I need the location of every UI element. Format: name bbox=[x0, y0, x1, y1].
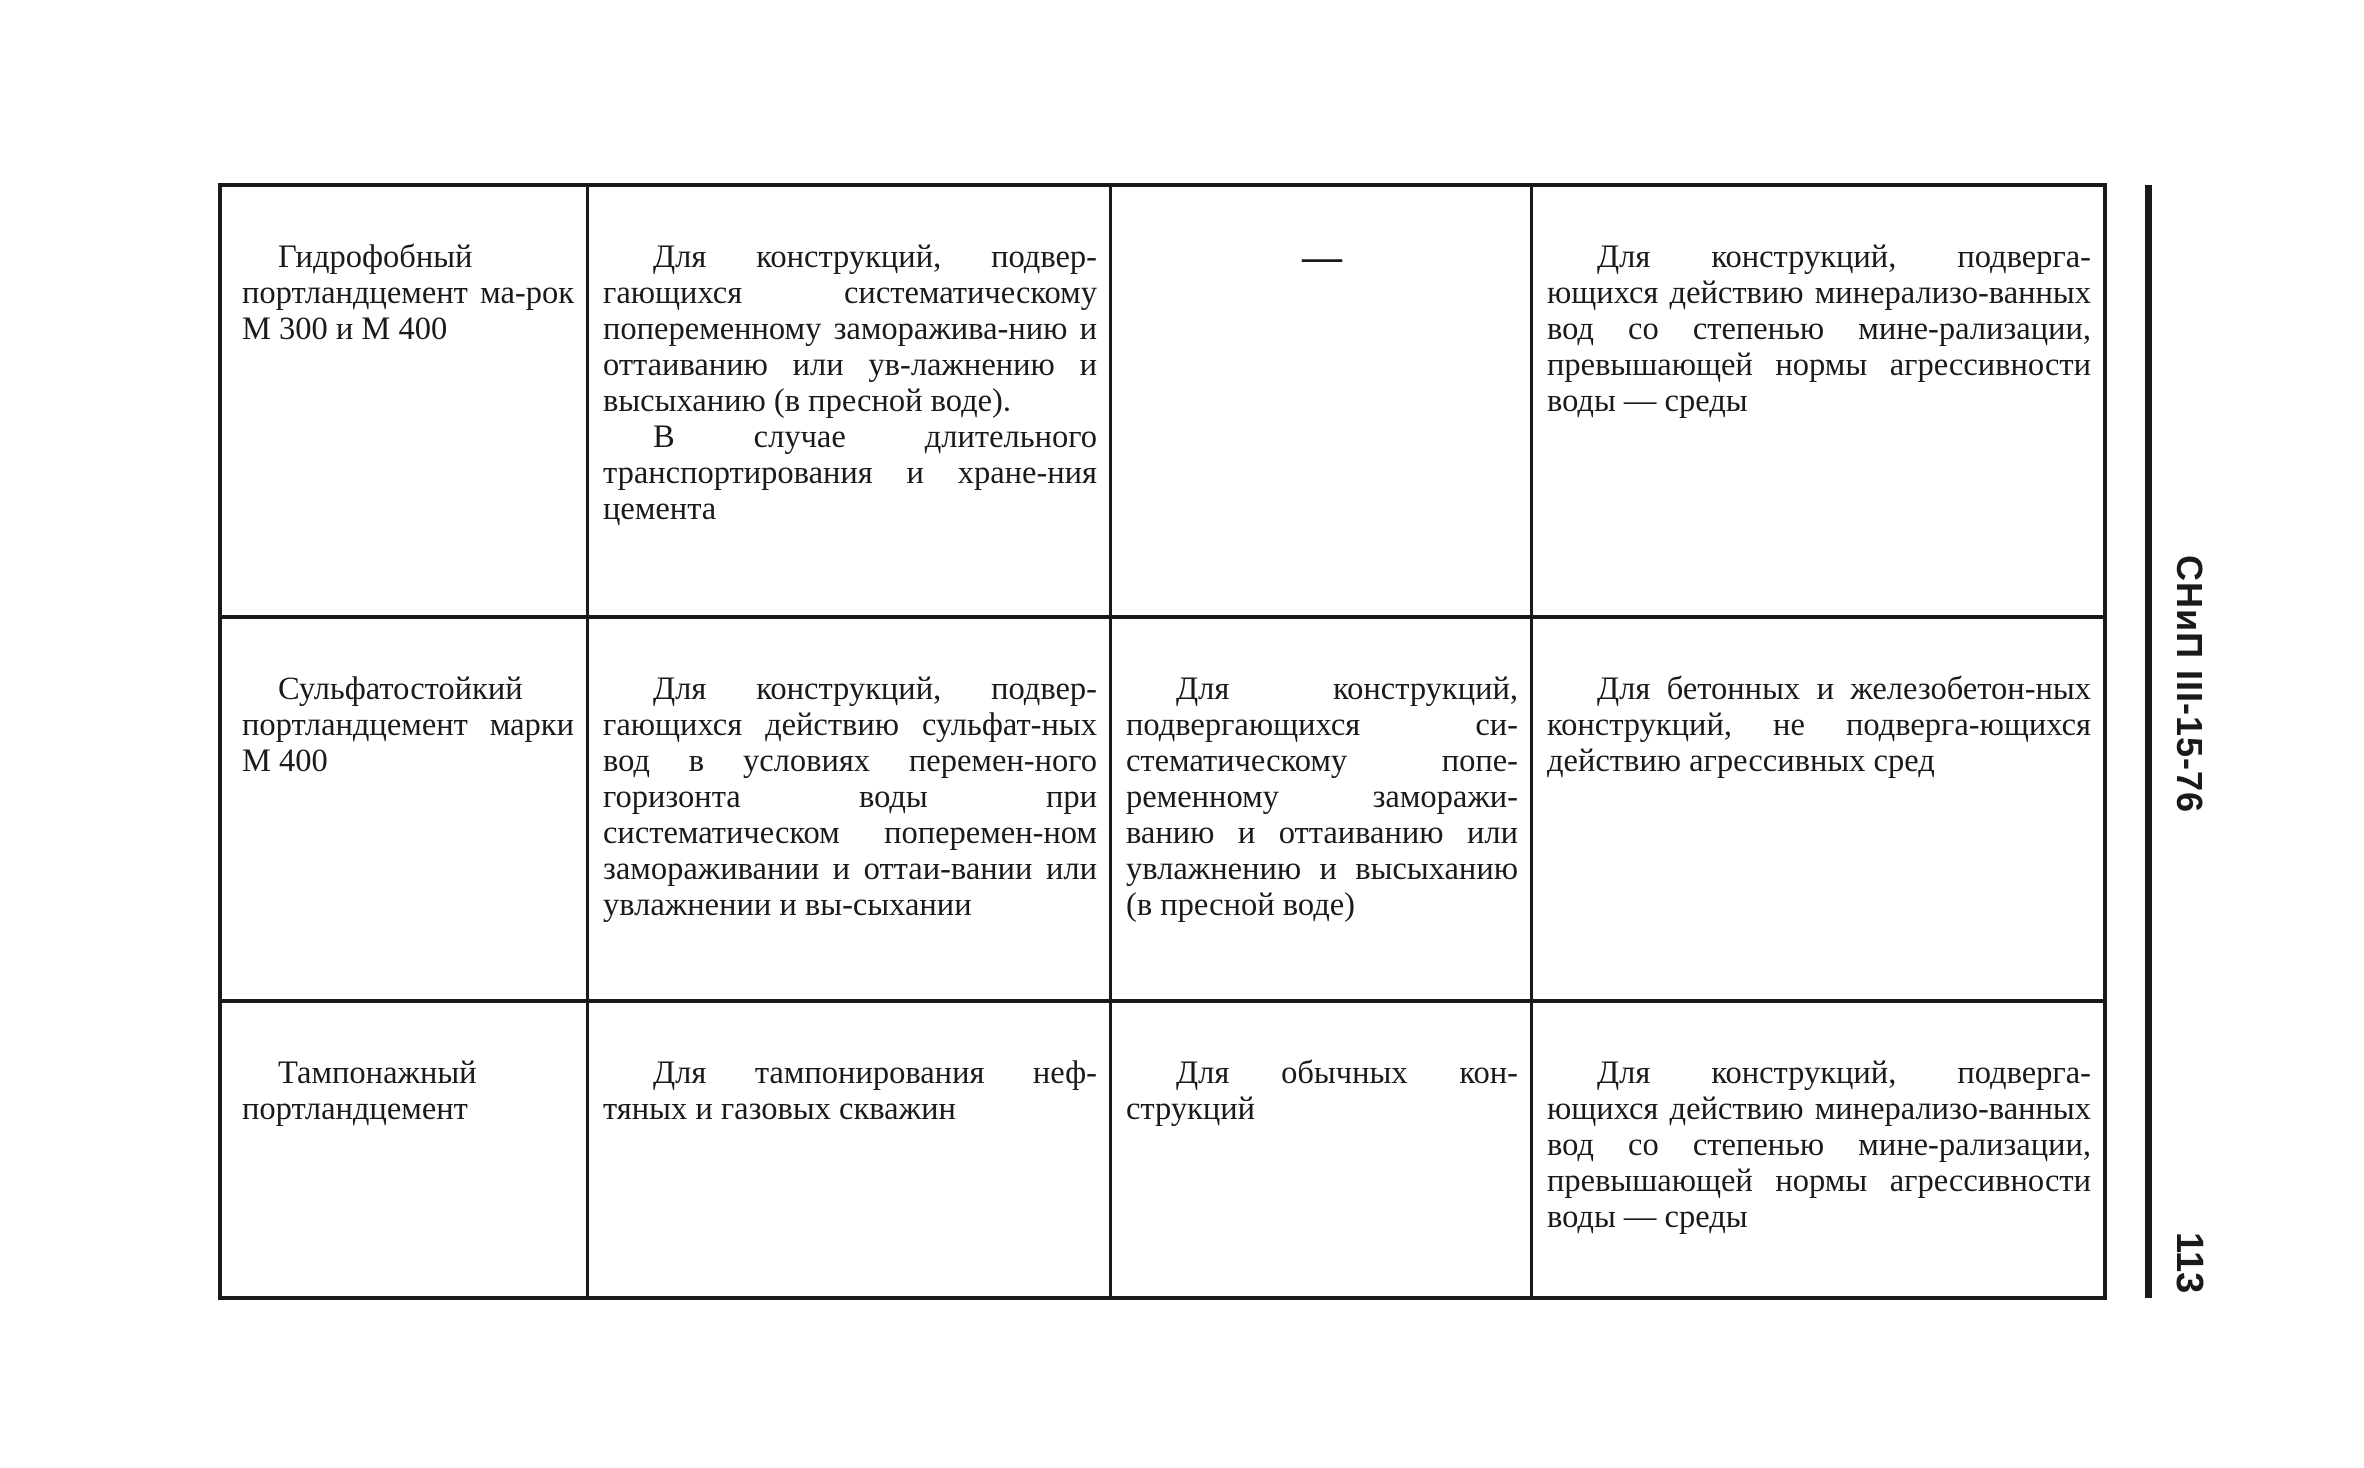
application-cell-c bbox=[1532, 185, 2106, 617]
application-cell-a bbox=[588, 185, 1111, 617]
application-cell-a bbox=[588, 1001, 1111, 1298]
document-code: СНиП III-15-76 bbox=[2169, 555, 2210, 814]
cement-name-rest: портландцемент bbox=[242, 1091, 468, 1127]
application-cell-c bbox=[1532, 1001, 2106, 1298]
cement-name-first: Гидрофобный bbox=[278, 239, 473, 275]
application-text: Для обычных кон-струкций bbox=[1126, 1055, 1518, 1127]
application-cell-b bbox=[1111, 1001, 1532, 1298]
application-cell-b bbox=[1111, 617, 1532, 1001]
cement-name-cell bbox=[220, 617, 588, 1001]
application-text: Для бетонных и железобетон-ных конструкций, не подверга-ющихся действию агрессивных сред bbox=[1547, 671, 2091, 779]
application-text-note: В случае длительного транспортирования и хране-ния цемента bbox=[603, 419, 1097, 527]
cement-name-first: Сульфатостойкий bbox=[278, 671, 523, 707]
application-cell-b bbox=[1111, 185, 1532, 617]
cement-name-rest: портландцемент ма-рок М 300 и М 400 bbox=[242, 275, 574, 347]
application-text: Для тампонирования неф-тяных и газовых скважин bbox=[603, 1055, 1097, 1127]
application-text: Для конструкций, подверга-ющихся действию минерализо-ванных вод со степенью мине-рализации, превышающей нормы агрессивности воды — среды bbox=[1547, 1055, 2091, 1235]
cement-name-first: Тампонажный bbox=[278, 1055, 477, 1091]
application-text: Для конструкций, подверга-ющихся действию минерализо-ванных вод со степенью мине-рализации, превышающей нормы агрессивности воды — среды bbox=[1547, 239, 2091, 419]
page-number: 113 bbox=[2168, 1232, 2210, 1294]
cement-name-cell bbox=[220, 1001, 588, 1298]
cement-application-table bbox=[218, 183, 2107, 1300]
side-margin-rule bbox=[2145, 185, 2152, 1298]
table-row bbox=[220, 617, 2105, 1001]
application-text: Для конструкций, подвер-гающихся действию сульфат-ных вод в условиях перемен-ного горизонта воды при систематическом поперемен-ном замораживании и оттаи-вании или увлажнении и вы-сыхании bbox=[603, 671, 1097, 923]
application-cell-c bbox=[1532, 617, 2106, 1001]
empty-dash: — bbox=[1302, 234, 1342, 279]
table-row bbox=[220, 185, 2105, 617]
cement-name-rest: портландцемент марки М 400 bbox=[242, 707, 574, 779]
cement-name-cell bbox=[220, 185, 588, 617]
application-cell-a bbox=[588, 617, 1111, 1001]
application-text: Для конструкций, подвергающихся си-стематическому попе-ременному заморажи-ванию и оттаиванию или увлажнению и высыханию (в пресной воде) bbox=[1126, 671, 1518, 923]
application-text: Для конструкций, подвер-гающихся систематическому попеременному заморажива-нию и оттаиванию или ув-лажнению и высыханию (в пресной воде). bbox=[603, 239, 1097, 419]
table-row bbox=[220, 1001, 2105, 1298]
